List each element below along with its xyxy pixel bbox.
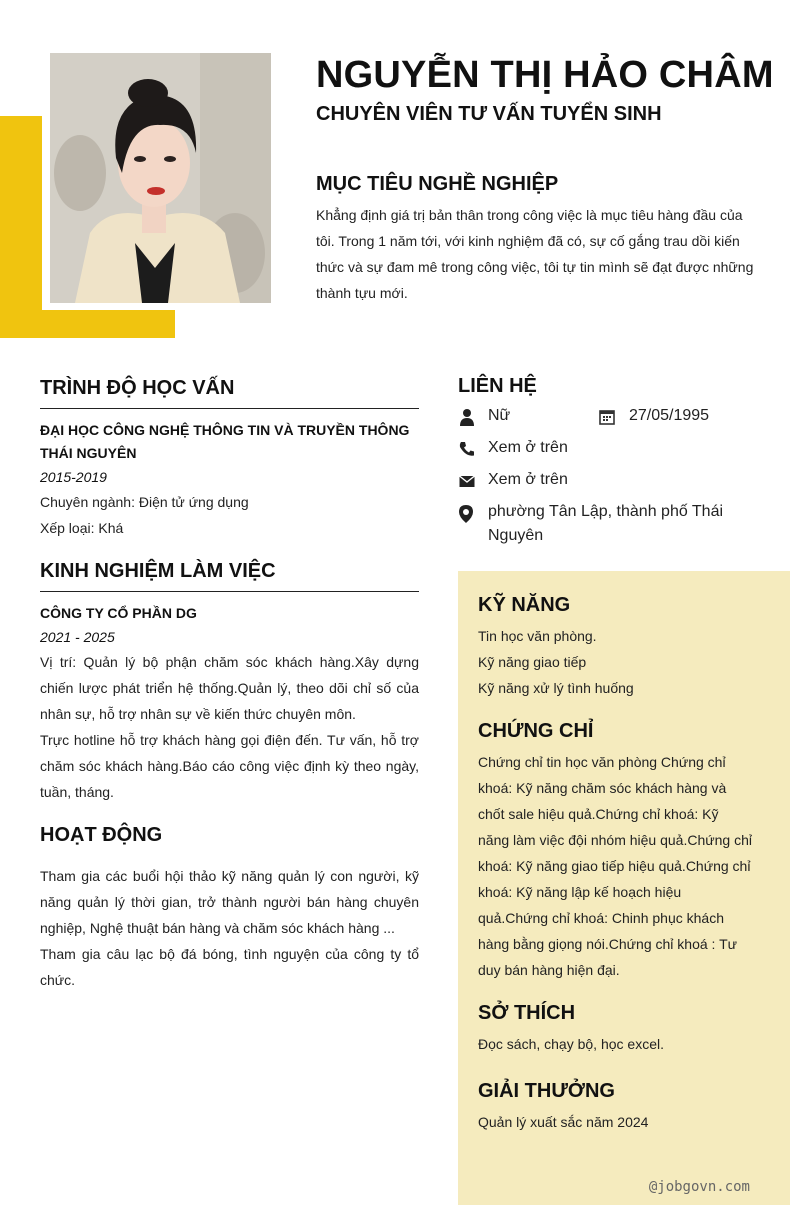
experience-period: 2021 - 2025 xyxy=(40,629,115,645)
education-heading: TRÌNH ĐỘ HỌC VẤN xyxy=(40,377,235,399)
awards-text: Quản lý xuất sắc năm 2024 xyxy=(478,1114,649,1130)
right-panel-content xyxy=(478,591,753,1135)
mail-icon xyxy=(458,472,476,490)
birthday-value: 27/05/1995 xyxy=(629,407,710,424)
certificates-section xyxy=(478,717,753,983)
gender-value: Nữ xyxy=(488,407,511,424)
activity-item: Tham gia các buổi hội thảo kỹ năng quản lý con người, kỹ năng quản lý thời gian, trở thành người bán hàng chuyên nghiệp, Nghệ thuật bán hàng và chăm sóc khách hàng ... xyxy=(40,868,419,936)
location-pin-icon xyxy=(457,504,475,524)
skill-item: Tin học văn phòng. xyxy=(478,628,597,644)
decorative-yellow-bar-horizontal xyxy=(0,310,175,338)
contact-heading: LIÊN HỆ xyxy=(458,375,537,397)
activities-section xyxy=(40,821,419,993)
education-section xyxy=(40,374,419,541)
hobbies-text: Đọc sách, chạy bộ, học excel. xyxy=(478,1036,664,1052)
education-major: Chuyên ngành: Điện tử ứng dụng xyxy=(40,494,249,510)
decorative-yellow-bar-vertical xyxy=(0,116,42,338)
divider xyxy=(40,591,419,592)
awards-heading: GIẢI THƯỞNG xyxy=(478,1080,615,1102)
skill-item: Kỹ năng giao tiếp xyxy=(478,654,587,670)
contact-section xyxy=(458,372,778,400)
phone-icon xyxy=(458,440,476,458)
watermark: @jobgovn.com xyxy=(648,1179,750,1195)
school-name: ĐẠI HỌC CÔNG NGHỆ THÔNG TIN VÀ TRUYỀN THÔNG THÁI NGUYÊN xyxy=(40,422,410,461)
certificates-text: Chứng chỉ tin học văn phòng Chứng chỉ khoá: Kỹ năng chăm sóc khách hàng và chốt sale hiệu quả.Chứng chỉ khoá: Kỹ năng làm việc đội nhóm hiệu quả.Chứng chỉ khoá: Kỹ năng giao tiếp hiệu quả.Chứng chỉ khoá: Kỹ năng lập kế hoạch hiệu quả.Chứng chỉ khoá: Chinh phục khách hàng bằng giọng nói.Chứng chỉ khoá : Tư duy bán hàng hiện đại. xyxy=(478,754,752,978)
hobbies-section xyxy=(478,999,753,1057)
objective-text: Khẳng định giá trị bản thân trong công việc là mục tiêu hàng đầu của tôi. Trong 1 năm tới, với kinh nghiệm đã có, sự cố gắng trau dồi kiến thức và sự đam mê trong công việc, tôi tự tin mình sẽ đạt được những thành tựu mới. xyxy=(316,207,754,301)
person-icon xyxy=(458,408,476,426)
activity-item: Tham gia câu lạc bộ đá bóng, tình nguyện của công ty tổ chức. xyxy=(40,946,419,988)
awards-section xyxy=(478,1077,753,1135)
company-name: CÔNG TY CỔ PHẦN DG xyxy=(40,605,197,621)
hobbies-heading: SỞ THÍCH xyxy=(478,1002,576,1024)
experience-description: Vị trí: Quản lý bộ phận chăm sóc khách hàng.Xây dựng chiến lược phát triển hệ thống.Quản lý, theo dõi chỉ số của nhân sự, hỗ trợ nhân sự về kiến thức chuyên môn. xyxy=(40,654,419,722)
objective-heading: MỤC TIÊU NGHỀ NGHIỆP xyxy=(316,173,559,195)
email-value: Xem ở trên xyxy=(488,471,568,488)
address-value: phường Tân Lập, thành phố Thái Nguyên xyxy=(488,503,724,544)
divider xyxy=(40,408,419,409)
education-period: 2015-2019 xyxy=(40,469,107,485)
profile-photo xyxy=(50,53,271,303)
education-grade: Xếp loại: Khá xyxy=(40,520,124,536)
calendar-icon xyxy=(598,408,616,426)
experience-heading: KINH NGHIỆM LÀM VIỆC xyxy=(40,560,276,582)
candidate-name: NGUYỄN THỊ HẢO CHÂM xyxy=(316,54,774,96)
job-title: CHUYÊN VIÊN TƯ VẤN TUYỂN SINH xyxy=(316,103,662,125)
activities-heading: HOẠT ĐỘNG xyxy=(40,824,163,846)
left-column xyxy=(40,374,419,993)
experience-description: Trực hotline hỗ trợ khách hàng gọi điện đến. Tư vấn, hỗ trợ chăm sóc khách hàng.Báo cáo công việc định kỳ theo ngày, tuần, tháng. xyxy=(40,732,419,800)
skills-section xyxy=(478,591,753,701)
right-panel xyxy=(458,571,790,1205)
skills-heading: KỸ NĂNG xyxy=(478,594,571,616)
experience-section xyxy=(40,557,419,805)
skill-item: Kỹ năng xử lý tình huống xyxy=(478,680,634,696)
phone-value: Xem ở trên xyxy=(488,439,568,456)
certificates-heading: CHỨNG CHỈ xyxy=(478,720,594,742)
